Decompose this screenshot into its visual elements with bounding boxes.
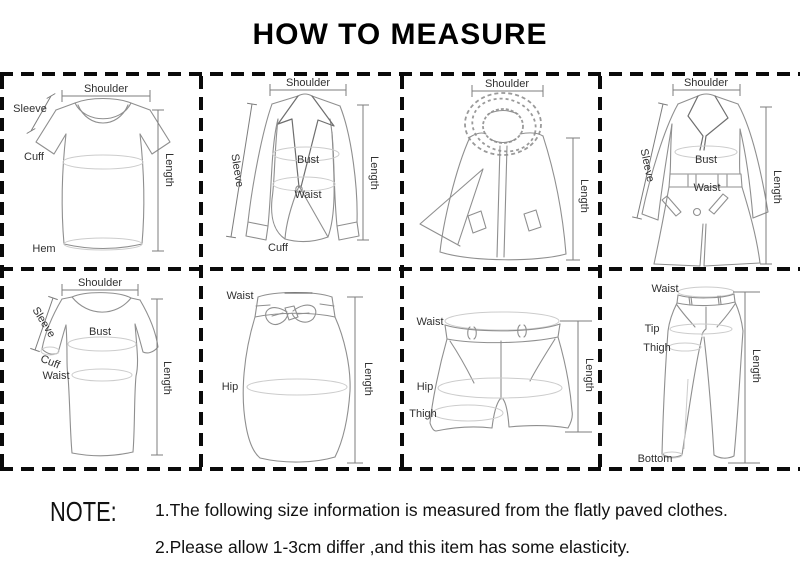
- label-length: Length: [161, 361, 173, 395]
- pants-illustration: [600, 271, 800, 467]
- label-shoulder: Shoulder: [484, 78, 530, 90]
- panel-shorts: [400, 271, 600, 467]
- label-waist: Waist: [226, 290, 254, 302]
- long-coat-illustration: [600, 74, 800, 270]
- label-length: Length: [771, 170, 783, 204]
- label-waist: Waist: [42, 370, 70, 382]
- label-length: Length: [368, 156, 380, 190]
- label-length: Length: [583, 358, 595, 392]
- panel-long-coat: [600, 74, 800, 270]
- label-waist: Waist: [693, 182, 721, 194]
- label-cuff: Cuff: [38, 352, 62, 372]
- label-shoulder: Shoulder: [683, 77, 729, 89]
- page-title: HOW TO MEASURE: [252, 18, 548, 51]
- note-line-1: 1.The following size information is measured from the flatly paved clothes.: [155, 500, 728, 520]
- label-sleeve: Sleeve: [637, 147, 657, 184]
- note-line-2: 2.Please allow 1-3cm differ ,and this item has some elasticity.: [155, 537, 630, 557]
- label-waist: Waist: [651, 283, 679, 295]
- blazer-illustration: [200, 74, 400, 270]
- panel-blazer: [200, 74, 400, 270]
- label-sleeve: Sleeve: [13, 103, 47, 115]
- note-label: NOTE:: [50, 496, 117, 527]
- label-sleeve: Sleeve: [29, 304, 58, 340]
- tshirt-illustration: [0, 74, 200, 270]
- label-tip: Tip: [644, 323, 660, 335]
- dress-illustration: [0, 271, 200, 467]
- label-shoulder: Shoulder: [285, 77, 331, 89]
- label-waist: Waist: [294, 189, 322, 201]
- label-cuff: Cuff: [24, 151, 44, 163]
- label-sleeve: Sleeve: [228, 152, 246, 189]
- label-hip: Hip: [221, 381, 239, 393]
- label-length: Length: [362, 362, 374, 396]
- label-hip: Hip: [416, 381, 434, 393]
- fur-coat-illustration: [400, 74, 600, 270]
- label-bust: Bust: [694, 154, 718, 166]
- panel-dress: [0, 271, 200, 467]
- panel-skirt: [200, 271, 400, 467]
- label-length: Length: [163, 153, 175, 187]
- skirt-illustration: [200, 271, 400, 467]
- label-length: Length: [750, 349, 762, 383]
- shorts-illustration: [400, 271, 600, 467]
- label-thigh: Thigh: [409, 408, 437, 420]
- panel-fur-coat: [400, 74, 600, 270]
- panel-tshirt: [0, 74, 200, 270]
- label-length: Length: [578, 179, 590, 213]
- label-cuff: Cuff: [268, 242, 288, 254]
- label-waist: Waist: [416, 316, 444, 328]
- label-bottom: Bottom: [637, 453, 673, 465]
- label-thigh: Thigh: [643, 342, 671, 354]
- label-bust: Bust: [296, 154, 320, 166]
- label-shoulder: Shoulder: [77, 277, 123, 289]
- label-shoulder: Shoulder: [83, 83, 129, 95]
- panel-pants: [600, 271, 800, 467]
- label-bust: Bust: [88, 326, 112, 338]
- label-hem: Hem: [32, 243, 56, 255]
